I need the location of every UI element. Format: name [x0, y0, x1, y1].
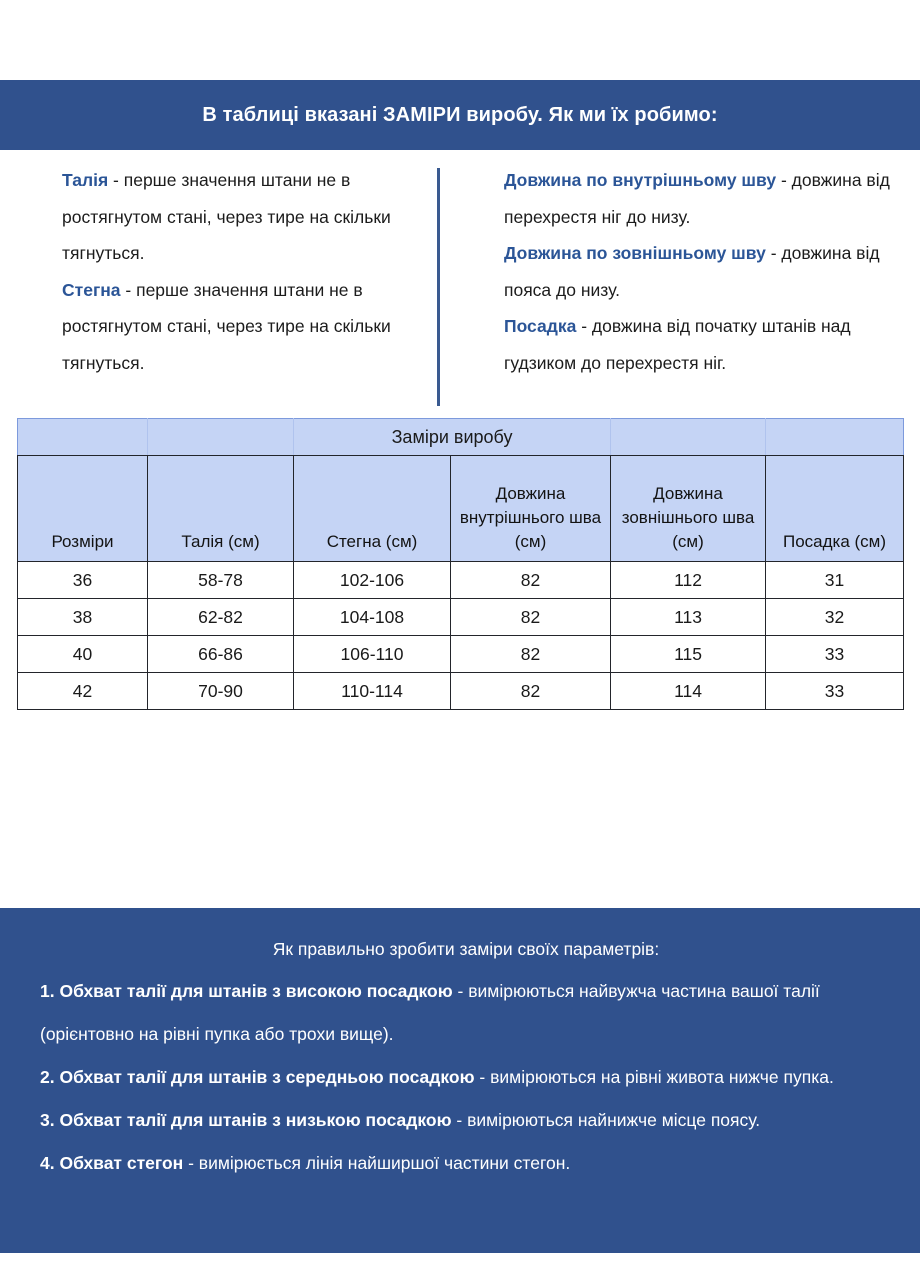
definition-item [504, 235, 890, 308]
cell-outseam: 115 [611, 636, 766, 673]
top-banner-title: В таблиці вказані ЗАМІРИ виробу. Як ми їх робимо: [202, 103, 718, 126]
cell-inseam: 82 [451, 599, 611, 636]
merged-spacer-cell [766, 419, 904, 456]
cell-rise: 31 [766, 562, 904, 599]
table-header-cell-rise: Посадка (см) [766, 456, 904, 562]
cell-inseam: 82 [451, 673, 611, 710]
table-header-cell-outseam: Довжина зовнішнього шва (см) [611, 456, 766, 562]
definition-term: Посадка [504, 316, 577, 336]
definition-text: - довжина від пояса до низу. [504, 243, 885, 300]
measurement-rule-text: - вимірюються на рівні живота нижче пупка. [474, 1067, 834, 1087]
table-header-cell-waist: Талія (см) [148, 456, 294, 562]
cell-size: 40 [18, 636, 148, 673]
table-row [18, 673, 904, 710]
definition-term: Довжина по зовнішньому шву [504, 243, 766, 263]
top-banner [0, 80, 920, 150]
definition-item [504, 162, 895, 235]
cell-size: 42 [18, 673, 148, 710]
column-divider [437, 168, 440, 406]
table-header-cell-sizes: Розміри [18, 456, 148, 562]
cell-inseam: 82 [451, 562, 611, 599]
definition-text: - довжина від початку штанів над гудзиком до перехрестя ніг. [504, 316, 856, 373]
cell-outseam: 112 [611, 562, 766, 599]
table-row [18, 636, 904, 673]
definition-term: Талія [62, 170, 109, 190]
size-table [17, 418, 904, 710]
cell-size: 38 [18, 599, 148, 636]
table-header-cell-inseam: Довжина внутрішнього шва (см) [451, 456, 611, 562]
cell-hips: 106-110 [294, 636, 451, 673]
cell-rise: 33 [766, 673, 904, 710]
bottom-banner-intro: Як правильно зробити заміри своїх параметрів: [272, 939, 660, 959]
measurement-rule-text: - вимірюються найвужча частина вашої талії (орієнтовно на рівні пупка або трохи вище). [40, 981, 825, 1044]
definitions-column-right [460, 162, 920, 410]
definitions-section [0, 162, 920, 410]
measurement-rule-text: - вимірюються найнижче місце поясу. [451, 1110, 761, 1130]
table-header-cell-hips: Стегна (см) [294, 456, 451, 562]
cell-waist: 62-82 [148, 599, 294, 636]
cell-hips: 110-114 [294, 673, 451, 710]
bottom-banner [0, 908, 920, 1253]
table-row [18, 599, 904, 636]
measurement-rule [40, 1142, 892, 1185]
cell-size: 36 [18, 562, 148, 599]
measurement-rule-title: 3. Обхват талії для штанів з низькою посадкою [40, 1110, 452, 1130]
cell-outseam: 114 [611, 673, 766, 710]
table-row [18, 562, 904, 599]
measurement-rule-text: - вимірюється лінія найширшої частини стегон. [183, 1153, 571, 1173]
cell-waist: 70-90 [148, 673, 294, 710]
merged-spacer-cell [18, 419, 148, 456]
measurement-rule-title: 2. Обхват талії для штанів з середньою посадкою [40, 1067, 475, 1087]
definition-term: Стегна [62, 279, 121, 300]
definition-item [62, 272, 438, 382]
measurement-rule [40, 970, 892, 1056]
cell-inseam: 82 [451, 636, 611, 673]
definition-item [62, 162, 438, 272]
measurement-rule-title: 1. Обхват талії для штанів з високою посадкою [40, 981, 453, 1001]
definition-text: - перше значення штани не в ростягнутом стані, через тире на скільки тягнуться. [62, 279, 396, 373]
measurement-rule [40, 1056, 892, 1099]
cell-waist: 66-86 [148, 636, 294, 673]
merged-spacer-cell [148, 419, 294, 456]
cell-rise: 32 [766, 599, 904, 636]
cell-waist: 58-78 [148, 562, 294, 599]
definition-text: - перше значення штани не в ростягнутом стані, через тире на скільки тягнуться. [62, 170, 396, 263]
cell-rise: 33 [766, 636, 904, 673]
measurement-rule-title: 4. Обхват стегон [40, 1153, 184, 1173]
cell-hips: 102-106 [294, 562, 451, 599]
cell-outseam: 113 [611, 599, 766, 636]
definition-item [504, 308, 890, 381]
cell-hips: 104-108 [294, 599, 451, 636]
table-merged-title: Заміри виробу [294, 419, 611, 456]
table-header-row [18, 456, 904, 562]
definition-text: - довжина від перехрестя ніг до низу. [504, 170, 895, 227]
definition-term: Довжина по внутрішньому шву [504, 170, 777, 190]
measurement-rule [40, 1099, 892, 1142]
merged-spacer-cell [611, 419, 766, 456]
definitions-column-left [0, 162, 460, 410]
table-merged-title-row [18, 419, 904, 456]
